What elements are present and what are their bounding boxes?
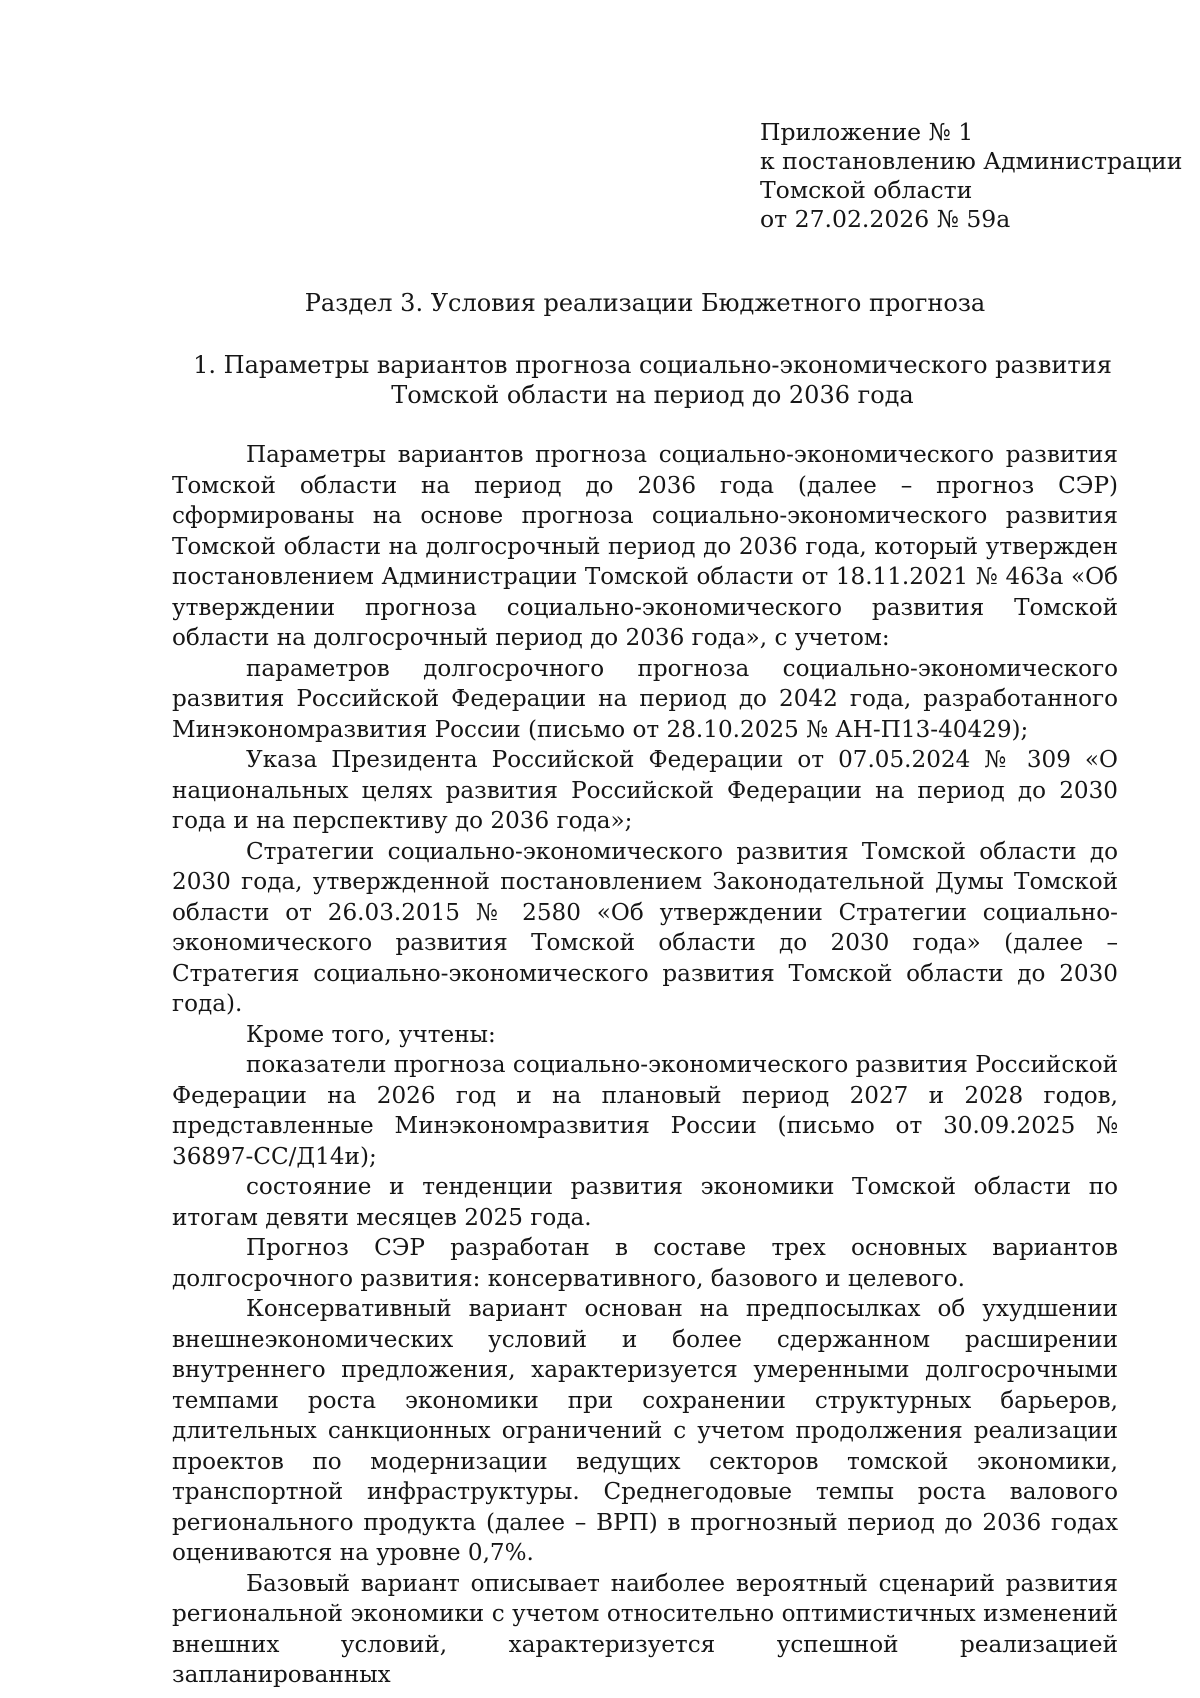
- subsection-title-line: 1. Параметры вариантов прогноза социально-экономического развития: [193, 351, 1112, 379]
- paragraph: Кроме того, учтены:: [246, 1021, 496, 1048]
- paragraph: состояние и тенденции развития экономики Томской области по итогам девяти месяцев 2025 года.: [172, 1174, 1118, 1231]
- annex-header: [760, 118, 1182, 234]
- subsection-title: [170, 350, 1135, 410]
- subsection-title-line: Томской области на период до 2036 года: [391, 381, 914, 409]
- annex-line: Томской области: [760, 176, 973, 204]
- paragraph: Прогноз СЭР разработан в составе трех основных вариантов долгосрочного развития: консервативного, базового и целевого.: [172, 1235, 1118, 1292]
- paragraph: параметров долгосрочного прогноза социально-экономического развития Российской Федерации на период до 2042 года, разработанного Минэкономразвития России (письмо от 28.10.2025 № АН-П13-40429);: [172, 655, 1118, 743]
- paragraph: Стратегии социально-экономического развития Томской области до 2030 года, утвержденной постановлением Законодательной Думы Томской области от 26.03.2015 № 2580 «Об утверждении Стратегии социально-экономического развития Томской области до 2030 года» (далее – Стратегия социально-экономического развития Томской области до 2030 года).: [172, 838, 1118, 1017]
- annex-line: Приложение № 1: [760, 118, 974, 146]
- section-title: Раздел 3. Условия реализации Бюджетного прогноза: [304, 289, 986, 317]
- paragraph: Консервативный вариант основан на предпосылках об ухудшении внешнеэкономических условий и более сдержанном расширении внутреннего предложения, характеризуется умеренными долгосрочными темпами роста экономики при сохранении структурных барьеров, длительных санкционных ограничений с учетом продолжения реализации проектов по модернизации ведущих секторов томской экономики, транспортной инфраструктуры. Среднегодовые темпы роста валового регионального продукта (далее – ВРП) в прогнозный период до 2036 годах оцениваются на уровне 0,7%.: [172, 1296, 1118, 1566]
- annex-line: к постановлению Администрации: [760, 147, 1183, 175]
- paragraph: Базовый вариант описывает наиболее вероятный сценарий развития региональной экономики с учетом относительно оптимистичных изменений внешних условий, характеризуется успешной реализацией запланированных: [172, 1570, 1118, 1688]
- document-body: [172, 440, 1118, 1691]
- paragraph: показатели прогноза социально-экономического развития Российской Федерации на 2026 год и на плановый период 2027 и 2028 годов, представленные Минэкономразвития России (письмо от 30.09.2025 № 36897-СС/Д14и);: [172, 1052, 1118, 1170]
- paragraph: Параметры вариантов прогноза социально-экономического развития Томской области на период до 2036 года (далее – прогноз СЭР) сформированы на основе прогноза социально-экономического развития Томской области на долгосрочный период до 2036 года, который утвержден постановлением Администрации Томской области от 18.11.2021 № 463а «Об утверждении прогноза социально-экономического развития Томской области на долгосрочный период до 2036 года», с учетом:: [172, 442, 1118, 651]
- annex-line: от 27.02.2026 № 59а: [760, 205, 1011, 233]
- paragraph: Указа Президента Российской Федерации от 07.05.2024 № 309 «О национальных целях развития Российской Федерации на период до 2030 года и на перспективу до 2036 года»;: [172, 747, 1118, 834]
